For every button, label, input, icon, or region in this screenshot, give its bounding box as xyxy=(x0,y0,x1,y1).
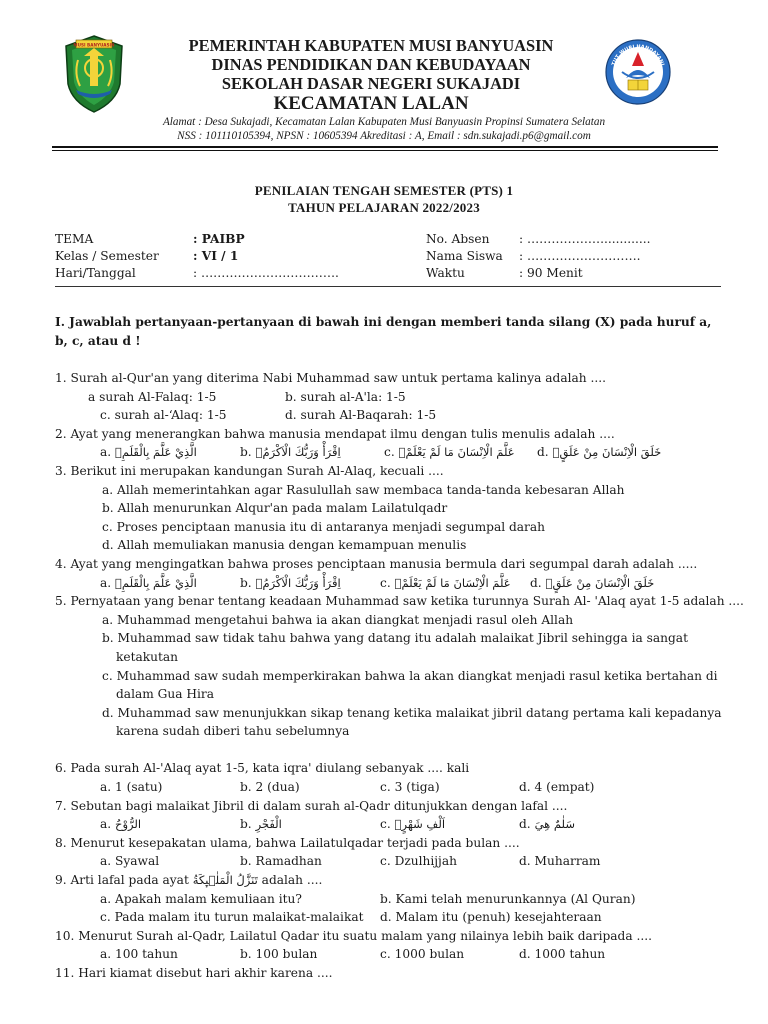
question-text: 6. Pada surah Al-'Alaq ayat 1-5, kata iqra' diulang sebanyak .... kali xyxy=(55,761,470,776)
option-letter: c. xyxy=(380,575,391,590)
option-letter: c. xyxy=(384,445,395,460)
emblem-banner-text: MUSI BANYUASIN xyxy=(73,42,115,48)
option-d[interactable]: d. Muharram xyxy=(519,854,601,869)
option-c[interactable]: c. Muhammad saw sudah memperkirakan bahwa la akan diangkat menjadi rasul ketika bertahan di dalam Gua Hira xyxy=(102,668,718,702)
option-d[interactable]: d. Allah memuliakan manusia dengan kemampuan menulis xyxy=(102,538,467,553)
option-a[interactable]: a. 100 tahun xyxy=(100,947,178,962)
question-5 xyxy=(55,592,744,741)
option-c-arabic: اَلْفِ شَهْرٍۗ xyxy=(394,817,446,832)
exam-title xyxy=(52,182,716,216)
option-c-arabic: عَلَّمَ الْاِنْسَانَ مَا لَمْ يَعْلَمْۗ xyxy=(394,575,511,590)
option-a[interactable] xyxy=(100,443,197,462)
waktu-value: : 90 Menit xyxy=(519,266,583,280)
option-c[interactable] xyxy=(380,815,445,834)
question-text: 8. Menurut kesepakatan ulama, bahwa Lailatulqadar terjadi pada bulan .... xyxy=(55,835,520,850)
emblem-motto-text: TUT WURI HANDAYANI xyxy=(610,43,666,67)
option-a[interactable] xyxy=(100,574,197,593)
letterhead-line-1: PEMERINTAH KABUPATEN MUSI BANYUASIN xyxy=(188,36,554,55)
kelas-value: : VI / 1 xyxy=(193,249,239,263)
option-d[interactable] xyxy=(519,815,575,834)
option-a-arabic: الَّذِيْ عَلَّمَ بِالْقَلَمِۙ xyxy=(115,575,197,590)
question-arabic-phrase: تَنَزَّلُ الْمَلٰۤىِٕكَةُ xyxy=(192,873,258,888)
tema-label: TEMA xyxy=(55,232,94,246)
option-d[interactable]: d. Malam itu (penuh) kesejahteraan xyxy=(380,910,602,925)
option-d[interactable]: d. surah Al-Baqarah: 1-5 xyxy=(285,408,437,423)
option-b[interactable]: b. Allah menurunkan Alqur'an pada malam Lailatulqadr xyxy=(102,501,448,516)
identity-divider xyxy=(55,286,721,287)
hari-label: Hari/Tanggal xyxy=(55,266,136,280)
option-c[interactable]: c. 3 (tiga) xyxy=(380,780,440,795)
question-10 xyxy=(55,927,735,964)
option-d-arabic: خَلَقَ الْاِنْسَانَ مِنْ عَلَقٍۚ xyxy=(552,445,662,460)
option-b[interactable]: b. surah al-A'la: 1-5 xyxy=(285,389,406,404)
question-9 xyxy=(55,871,735,927)
option-a[interactable]: a. 1 (satu) xyxy=(100,780,163,795)
option-b-arabic: الْفَجْرِ xyxy=(255,817,282,832)
question-3 xyxy=(55,462,735,555)
question-6 xyxy=(55,759,735,796)
question-text xyxy=(55,871,735,890)
option-letter: d. xyxy=(537,445,549,460)
question-text: 10. Menurut Surah al-Qadr, Lailatul Qadar itu suatu malam yang nilainya lebih baik daripada .... xyxy=(55,928,652,943)
question-7 xyxy=(55,797,735,834)
option-b[interactable] xyxy=(240,443,341,462)
exam-title-line-2: TAHUN PELAJARAN 2022/2023 xyxy=(288,200,480,215)
exam-title-line-1: PENILAIAN TENGAH SEMESTER (PTS) 1 xyxy=(254,183,514,198)
option-a[interactable]: a. Apakah malam kemuliaan itu? xyxy=(100,891,302,906)
question-1 xyxy=(55,369,735,425)
address-line: Alamat : Desa Sukajadi, Kecamatan Lalan Kabupaten Musi Banyuasin Propinsi Sumatera Selatan xyxy=(162,116,606,128)
question-4 xyxy=(55,555,735,592)
tema-value: : PAIBP xyxy=(193,232,245,246)
option-letter: b. xyxy=(240,445,252,460)
section-instruction: I. Jawablah pertanyaan-pertanyaan di bawah ini dengan memberi tanda silang (X) pada huruf a, b, c, atau d ! xyxy=(55,315,712,348)
kelas-label: Kelas / Semester xyxy=(55,249,159,263)
letterhead-text xyxy=(142,36,600,115)
school-address xyxy=(52,115,716,143)
option-c[interactable]: c. 1000 bulan xyxy=(380,947,465,962)
option-c[interactable]: c. Proses penciptaan manusia itu di antaranya menjadi segumpal darah xyxy=(102,519,545,534)
question-text: 5. Pernyataan yang benar tentang keadaan Muhammad saw ketika turunnya Surah Al- 'Alaq ayat 1-5 adalah .... xyxy=(55,594,744,609)
question-text: 7. Sebutan bagi malaikat Jibril di dalam surah al-Qadr ditunjukkan dengan lafal .... xyxy=(55,798,568,813)
nama-label: Nama Siswa xyxy=(426,249,503,263)
letterhead-divider-thin xyxy=(52,150,718,151)
option-b[interactable]: b. Muhammad saw tidak tahu bahwa yang datang itu adalah malaikat Jibril sehingga ia sangat ketakutan xyxy=(102,631,688,664)
option-b[interactable] xyxy=(240,574,341,593)
question-text: 11. Hari kiamat disebut hari akhir karena .... xyxy=(55,966,333,980)
option-d[interactable]: d. Muhammad saw menunjukkan sikap tenang ketika malaikat jibril datang pertama kali kepadanya karena sudah diberi tahu sebelumnya xyxy=(102,705,722,739)
option-b-arabic: اِقْرَأْ وَرَبُّكَ الْاَكْرَمُۙ xyxy=(255,445,341,460)
question-2 xyxy=(55,425,735,462)
district-emblem-icon xyxy=(62,34,126,114)
option-letter: b. xyxy=(240,575,252,590)
question-8 xyxy=(55,834,735,871)
question-text: 2. Ayat yang menerangkan bahwa manusia mendapat ilmu dengan tulis menulis adalah .... xyxy=(55,426,615,441)
school-identity-line: NSS : 101110105394, NPSN : 10605394 Akreditasi : A, Email : sdn.sukajadi.p6@gmail.com xyxy=(177,130,591,142)
letterhead-line-4: KECAMATAN LALAN xyxy=(273,93,469,114)
option-a[interactable]: a. Muhammad mengetahui bahwa ia akan diangkat menjadi rasul oleh Allah xyxy=(102,612,574,627)
nama-field: : ………………………. xyxy=(519,249,641,263)
option-b[interactable] xyxy=(240,815,282,834)
option-a-arabic: الَّذِيْ عَلَّمَ بِالْقَلَمِۙ xyxy=(115,445,197,460)
option-c[interactable] xyxy=(380,574,511,593)
question-text: 4. Ayat yang mengingatkan bahwa proses penciptaan manusia bermula dari segumpal darah adalah ..... xyxy=(55,556,698,571)
option-a[interactable]: a. Syawal xyxy=(100,854,160,869)
option-c-arabic: عَلَّمَ الْاِنْسَانَ مَا لَمْ يَعْلَمْۗ xyxy=(398,445,515,460)
option-letter: a. xyxy=(100,445,112,460)
letterhead-line-2: DINAS PENDIDIKAN DAN KEBUDAYAAN xyxy=(211,55,531,74)
question-list xyxy=(55,369,744,983)
question-text-before: 9. Arti lafal pada ayat xyxy=(55,873,189,888)
option-a[interactable]: a. Allah memerintahkan agar Rasulullah saw membaca tanda-tanda kebesaran Allah xyxy=(102,482,625,497)
option-b[interactable]: b. 100 bulan xyxy=(240,947,318,962)
absen-field: : ………………............. xyxy=(519,232,651,246)
question-text: 3. Berikut ini merupakan kandungan Surah Al-Alaq, kecuali .... xyxy=(55,463,444,478)
option-b[interactable]: b. Kami telah menurunkannya (Al Quran) xyxy=(380,891,636,906)
option-b-arabic: اِقْرَأْ وَرَبُّكَ الْاَكْرَمُۙ xyxy=(255,575,341,590)
option-letter: d. xyxy=(519,817,531,832)
question-11 xyxy=(55,964,735,983)
option-c[interactable]: c. Dzulhijjah xyxy=(380,854,457,869)
option-c[interactable]: c. Pada malam itu turun malaikat-malaikat xyxy=(100,910,364,925)
option-a[interactable] xyxy=(100,815,141,834)
option-c[interactable]: c. surah al-‘Alaq: 1-5 xyxy=(100,408,227,423)
option-letter: a. xyxy=(100,575,112,590)
absen-label: No. Absen xyxy=(426,232,490,246)
tut-wuri-handayani-icon xyxy=(604,32,672,118)
option-d[interactable] xyxy=(537,443,661,462)
option-letter: a. xyxy=(100,817,112,832)
option-d[interactable]: d. 4 (empat) xyxy=(519,780,595,795)
student-identity-block xyxy=(55,231,721,282)
option-b[interactable]: b. Ramadhan xyxy=(240,854,322,869)
option-d[interactable]: d. 1000 tahun xyxy=(519,947,606,962)
option-d-arabic: خَلَقَ الْاِنْسَانَ مِنْ عَلَقٍۚ xyxy=(545,575,655,590)
option-c[interactable] xyxy=(384,443,515,462)
question-text-after: adalah .... xyxy=(261,873,323,888)
waktu-label: Waktu xyxy=(426,266,465,280)
letterhead xyxy=(52,30,724,122)
option-b[interactable]: b. 2 (dua) xyxy=(240,780,300,795)
option-letter: d. xyxy=(530,575,542,590)
option-a[interactable]: a surah Al-Falaq: 1-5 xyxy=(88,389,217,404)
letterhead-line-3: SEKOLAH DASAR NEGERI SUKAJADI xyxy=(221,74,521,93)
option-letter: b. xyxy=(240,817,252,832)
letterhead-divider xyxy=(52,146,718,148)
option-d[interactable] xyxy=(530,574,654,593)
hari-field: : ……………………………. xyxy=(193,266,339,280)
option-d-arabic: سَلٰمٌ هِيَ xyxy=(534,817,575,832)
option-letter: c. xyxy=(380,817,391,832)
option-a-arabic: الرُّوْحُ xyxy=(115,817,142,832)
question-text: 1. Surah al-Qur'an yang diterima Nabi Muhammad saw untuk pertama kalinya adalah .... xyxy=(55,371,606,385)
